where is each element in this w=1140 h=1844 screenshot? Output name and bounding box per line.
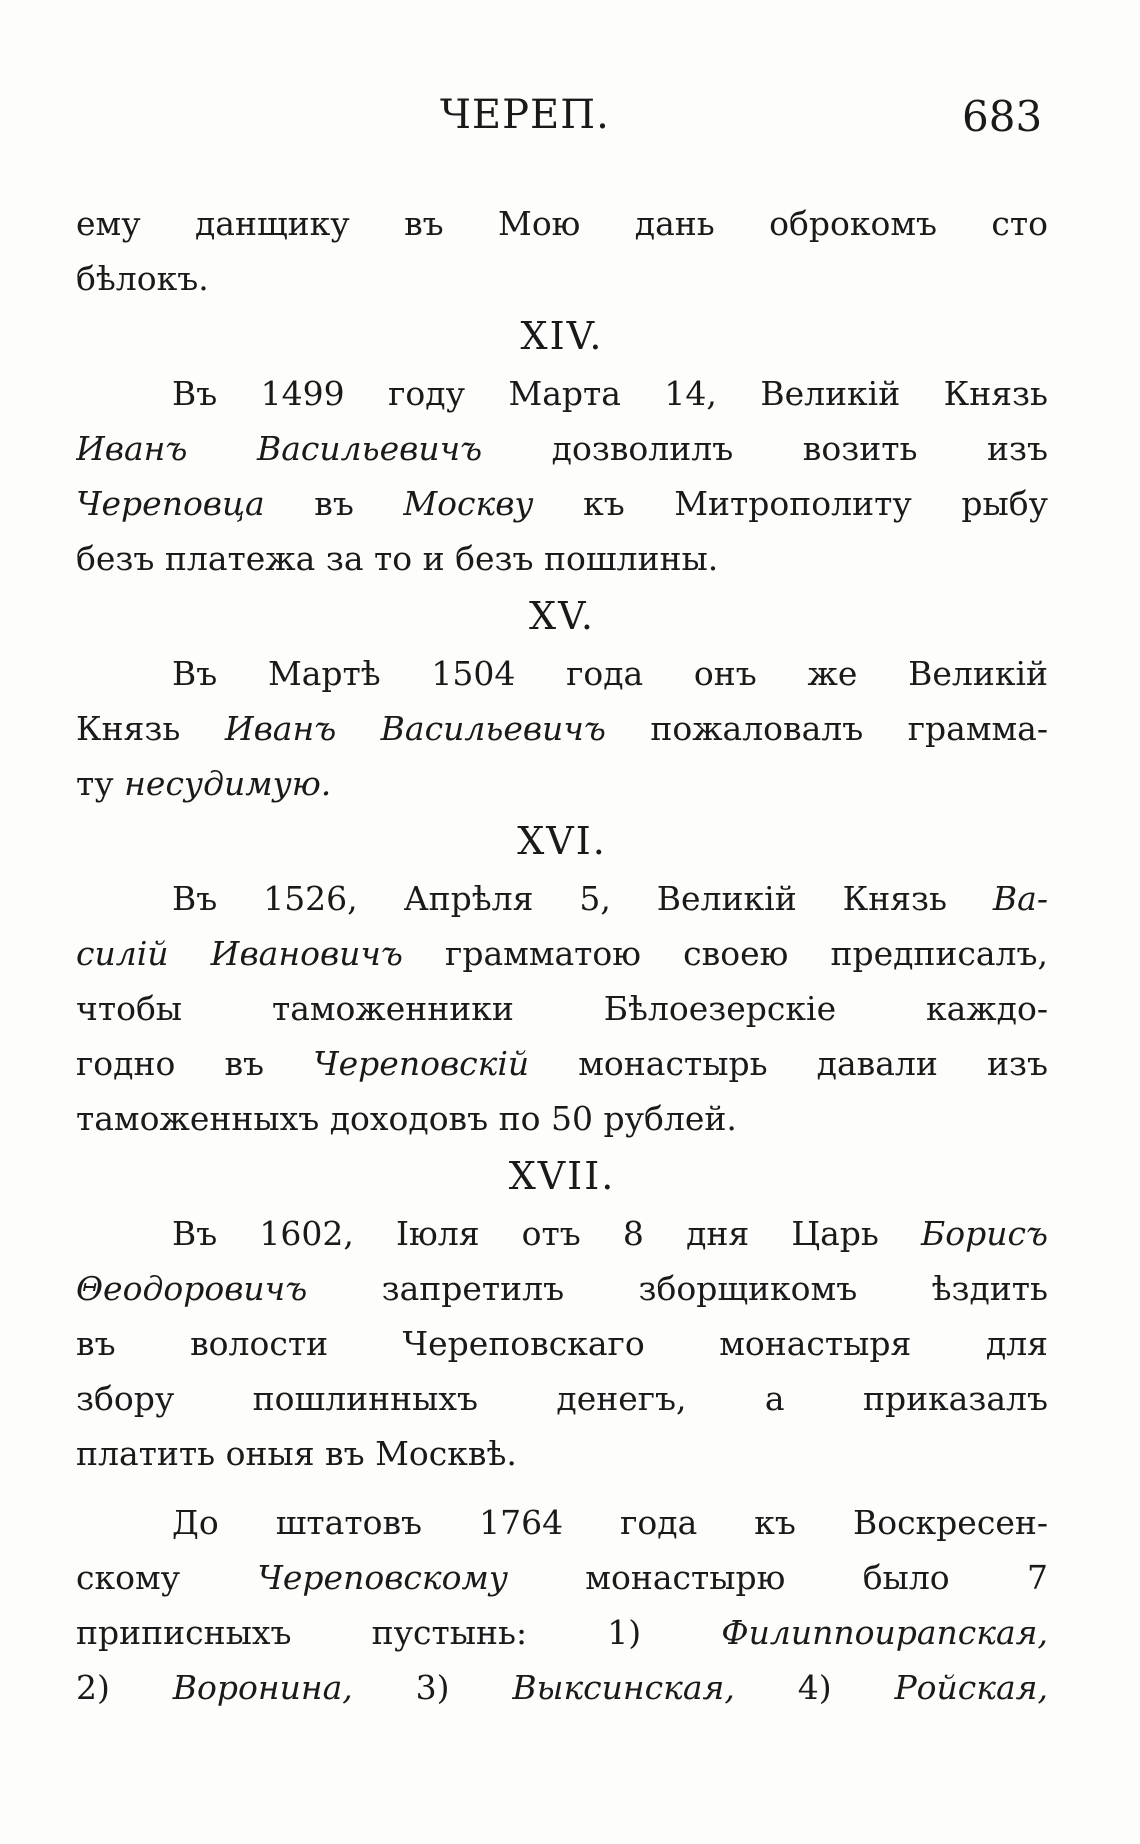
- text-run: 2): [76, 1668, 173, 1707]
- text-run: приписныхъ пустынь: 1): [76, 1613, 722, 1652]
- italic-run: Филиппоирапская,: [721, 1613, 1048, 1652]
- text-run: 3): [352, 1668, 513, 1707]
- italic-run: Череповскій: [313, 1044, 530, 1083]
- text-run: платить оныя въ Москвѣ.: [76, 1434, 517, 1473]
- text-line: [76, 366, 1048, 421]
- text-run: скому: [76, 1558, 258, 1597]
- text-run: Въ Мартѣ 1504 года онъ же Великій: [172, 654, 1048, 693]
- italic-run: Череповскому: [257, 1558, 508, 1597]
- text-run: безъ платежа за то и безъ пошлины.: [76, 539, 719, 578]
- section: [76, 811, 1048, 1146]
- text-line: [76, 531, 1048, 586]
- italic-run: Воронина,: [172, 1668, 353, 1707]
- text-line: [76, 1206, 1048, 1261]
- italic-run: Борисъ: [921, 1214, 1048, 1253]
- section: [76, 586, 1048, 811]
- text-run: ту: [76, 764, 125, 803]
- text-line: [76, 646, 1048, 701]
- text-run: пожаловалъ грамма-: [605, 709, 1048, 748]
- text-line: [76, 476, 1048, 531]
- italic-run: Иванъ Васильевичъ: [76, 429, 483, 468]
- text-line: [76, 1261, 1048, 1316]
- text-run: годно въ: [76, 1044, 314, 1083]
- text-run: грамматою своею предписалъ,: [402, 934, 1048, 973]
- text-run: Въ 1499 году Марта 14, Великій Князь: [172, 374, 1048, 413]
- italic-run: силій Ивановичъ: [76, 934, 403, 973]
- text-run: монастырь давали изъ: [529, 1044, 1048, 1083]
- text-line: [76, 1036, 1048, 1091]
- italic-run: Череповца: [76, 484, 265, 523]
- text-run: монастырю было 7: [507, 1558, 1048, 1597]
- text-run: дозволилъ возить изъ: [482, 429, 1048, 468]
- text-line: [76, 981, 1048, 1036]
- italic-run: Иванъ Васильевичъ: [224, 709, 606, 748]
- text-line: [76, 1660, 1048, 1715]
- text-run: До штатовъ 1764 года къ Воскресен-: [172, 1503, 1048, 1542]
- text-line: [76, 1091, 1048, 1146]
- italic-run: Θеодоровичъ: [76, 1269, 308, 1308]
- text-run: въ: [264, 484, 404, 523]
- italic-run: Выксинская,: [512, 1668, 735, 1707]
- text-line: ему данщику въ Мою дань оброкомъ сто: [76, 204, 1048, 243]
- section-heading: XV.: [529, 594, 595, 638]
- running-head: ЧЕРЕП.: [440, 92, 610, 138]
- text-run: збору пошлинныхъ денегъ, а приказалъ: [76, 1379, 1048, 1418]
- section-heading: XVII.: [508, 1154, 616, 1198]
- text-line: [76, 1495, 1048, 1550]
- text-line: [76, 756, 1048, 811]
- text-line: [76, 701, 1048, 756]
- text-run: Князь: [76, 709, 225, 748]
- sections: [76, 306, 1048, 1481]
- italic-run: Ройская,: [894, 1668, 1048, 1707]
- text-line: [76, 1550, 1048, 1605]
- italic-run: Москву: [403, 484, 534, 523]
- text-run: къ Митрополиту рыбу: [533, 484, 1048, 523]
- text-run: таможенныхъ доходовъ по 50 рублей.: [76, 1099, 737, 1138]
- page-number: 683: [962, 92, 1043, 141]
- text-line: [76, 1316, 1048, 1371]
- section: [76, 1146, 1048, 1481]
- section-heading: XVI.: [517, 819, 607, 863]
- closing-paragraph: [76, 1495, 1048, 1715]
- page-body: [76, 196, 1048, 1715]
- text-line: [76, 871, 1048, 926]
- text-line: бѣлокъ.: [76, 259, 209, 298]
- section-heading: XIV.: [520, 314, 604, 358]
- text-line: [76, 1426, 1048, 1481]
- text-run: 4): [734, 1668, 895, 1707]
- text-run: Въ 1526, Апрѣля 5, Великій Князь: [172, 879, 993, 918]
- text-run: чтобы таможенники Бѣлоезерскіе каждо-: [76, 989, 1048, 1028]
- page-header: [0, 92, 1140, 152]
- italic-run: несудимую.: [124, 764, 332, 803]
- text-run: Въ 1602, Іюля отъ 8 дня Царь: [172, 1214, 922, 1253]
- text-line: [76, 926, 1048, 981]
- text-run: запретилъ зборщикомъ ѣздить: [307, 1269, 1048, 1308]
- text-line: [76, 1371, 1048, 1426]
- text-line: [76, 1605, 1048, 1660]
- section: [76, 306, 1048, 586]
- text-run: въ волости Череповскаго монастыря для: [76, 1324, 1048, 1363]
- italic-run: Ва-: [992, 879, 1048, 918]
- text-line: [76, 421, 1048, 476]
